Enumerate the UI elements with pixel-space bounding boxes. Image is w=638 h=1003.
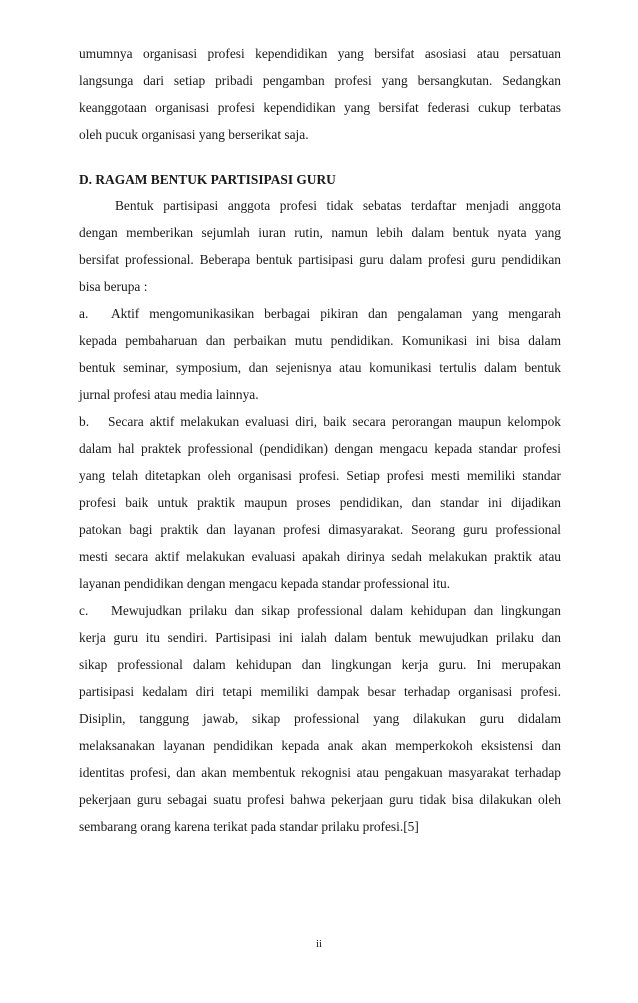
list-item-line: dalam hal praktek professional (pendidikan) dengan mengacu kepada standar profesi bbox=[79, 441, 561, 456]
paragraph-line: Bentuk partisipasi anggota profesi tidak sebatas terdaftar menjadi anggota bbox=[115, 198, 561, 213]
list-item-line: kepada pembaharuan dan perbaikan mutu pendidikan. Komunikasi ini bisa dalam bbox=[79, 333, 561, 348]
list-item-line: mesti secara aktif melakukan evaluasi apakah dirinya sedah melakukan praktik atau bbox=[79, 549, 561, 564]
list-item-line: jurnal profesi atau media lainnya. bbox=[79, 387, 259, 402]
list-item-line: patokan bagi praktik dan layanan profesi dimasyarakat. Seorang guru professional bbox=[79, 522, 561, 537]
list-item-line: pekerjaan guru sebagai suatu profesi bahwa pekerjaan guru tidak bisa dilakukan oleh bbox=[79, 792, 561, 807]
list-item-first-line: Secara aktif melakukan evaluasi diri, baik secara perorangan maupun kelompok bbox=[108, 414, 561, 429]
section-heading: D. RAGAM BENTUK PARTISIPASI GURU bbox=[79, 172, 336, 187]
list-item-line: sembarang orang karena terikat pada standar prilaku profesi.[5] bbox=[79, 819, 419, 834]
paragraph-line: bisa berupa : bbox=[79, 279, 148, 294]
list-item-line: sikap professional dalam kehidupan dan lingkungan kerja guru. Ini merupakan bbox=[79, 657, 561, 672]
list-item-line: melaksanakan layanan pendidikan kepada anak akan memperkokoh eksistensi dan bbox=[79, 738, 561, 753]
list-item-line: Disiplin, tanggung jawab, sikap professional yang dilakukan guru didalam bbox=[79, 711, 561, 726]
list-item-line: bentuk seminar, symposium, dan sejenisnya atau komunikasi tertulis dalam bentuk bbox=[79, 360, 561, 375]
list-marker: c. bbox=[79, 603, 89, 618]
intro-line: umumnya organisasi profesi kependidikan yang bersifat asosiasi atau persatuan bbox=[79, 46, 561, 61]
list-item-line: kerja guru itu sendiri. Partisipasi ini ialah dalam bentuk mewujudkan prilaku dan bbox=[79, 630, 561, 645]
intro-line: oleh pucuk organisasi yang berserikat saja. bbox=[79, 127, 309, 142]
list-marker: a. bbox=[79, 306, 89, 321]
list-item-line: profesi baik untuk praktik maupun proses pendidikan, dan standar ini dijadikan bbox=[79, 495, 561, 510]
list-item-line: layanan pendidikan dengan mengacu kepada standar professional itu. bbox=[79, 576, 451, 591]
list-item-line: identitas profesi, dan akan membentuk rekognisi atau pengakuan masyarakat terhadap bbox=[79, 765, 561, 780]
list-item-line: partisipasi kedalam diri tetapi memiliki dampak besar terhadap organisasi profesi. bbox=[79, 684, 561, 699]
list-item-line: yang telah ditetapkan oleh organisasi profesi. Setiap profesi mesti memiliki standar bbox=[79, 468, 561, 483]
list-marker: b. bbox=[79, 414, 90, 429]
list-item-first-line: Aktif mengomunikasikan berbagai pikiran dan pengalaman yang mengarah bbox=[111, 306, 561, 321]
list-item-first-line: Mewujudkan prilaku dan sikap professional dalam kehidupan dan lingkungan bbox=[111, 603, 561, 618]
paragraph-line: bersifat professional. Beberapa bentuk partisipasi guru dalam profesi guru pendidikan bbox=[79, 252, 561, 267]
page-number: ii bbox=[315, 938, 323, 950]
intro-line: keanggotaan organisasi profesi kependidikan yang bersifat federasi cukup terbatas bbox=[79, 100, 561, 115]
intro-line: langsunga dari setiap pribadi pengamban profesi yang bersangkutan. Sedangkan bbox=[79, 73, 561, 88]
paragraph-line: dengan memberikan sejumlah iuran rutin, namun lebih dalam bentuk nyata yang bbox=[79, 225, 561, 240]
